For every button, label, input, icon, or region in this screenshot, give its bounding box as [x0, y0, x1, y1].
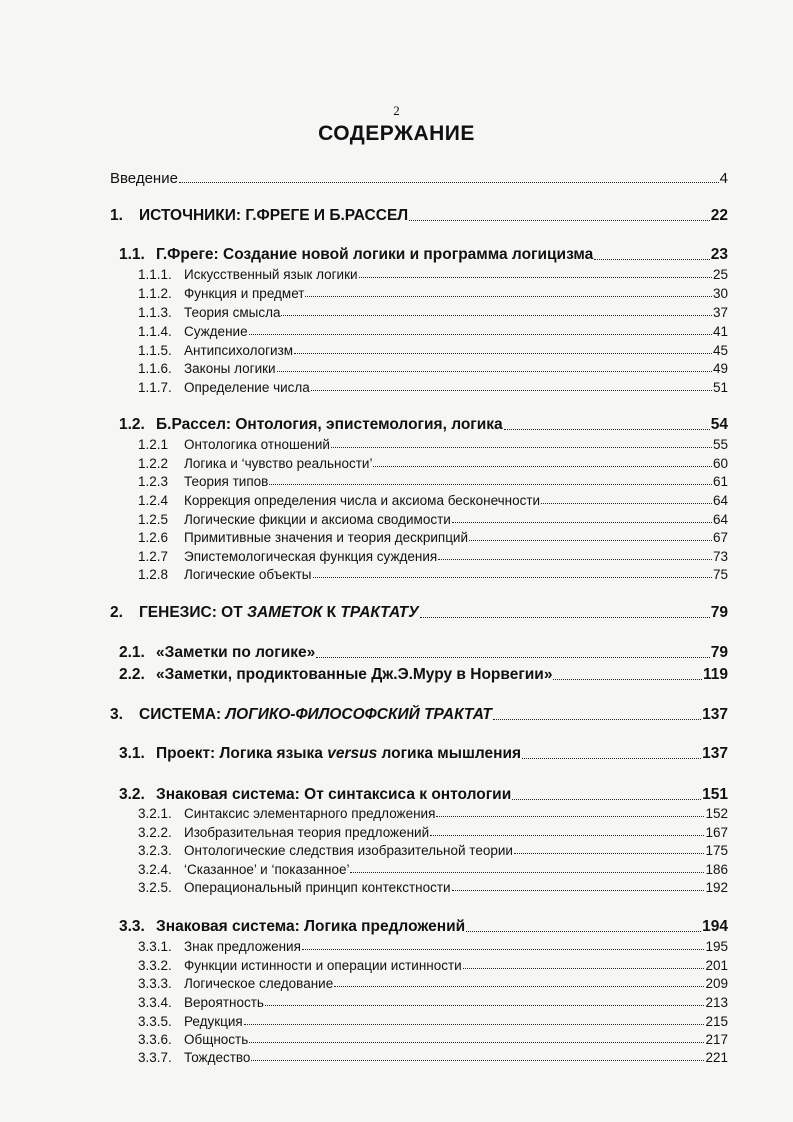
toc-entry-section-2-1: 2.1. «Заметки по логике» 79	[119, 644, 728, 661]
toc-entry-1-2-2: 1.2.2 Логика и ‘чувство реальности’ 60	[138, 456, 728, 471]
toc-entry-3-2-4: 3.2.4. ‘Сказанное’ и ‘показанное’ 186	[138, 862, 728, 877]
toc-entry-chapter-3: 3. СИСТЕМА: ЛОГИКО-ФИЛОСОФСКИЙ ТРАКТАТ 137	[110, 706, 728, 723]
toc-entry-1-1-4: 1.1.4. Суждение 41	[138, 324, 728, 339]
toc-entry-1-1-7: 1.1.7. Определение числа 51	[138, 380, 728, 395]
toc-entry-3-3-4: 3.3.4. Вероятность 213	[138, 995, 728, 1010]
toc-entry-section-3-1: 3.1. Проект: Логика языка versus логика мышления 137	[119, 745, 728, 762]
page-number: 2	[393, 103, 400, 118]
toc-entry-1-2-5: 1.2.5 Логические фикции и аксиома сводимости 64	[138, 512, 728, 527]
toc-entry-3-3-1: 3.3.1. Знак предложения 195	[138, 939, 728, 954]
toc-entry-3-3-3: 3.3.3. Логическое следование 209	[138, 976, 728, 991]
toc-entry-1-2-3: 1.2.3 Теория типов 61	[138, 474, 728, 489]
toc-entry-1-2-7: 1.2.7 Эпистемологическая функция суждения 73	[138, 549, 728, 564]
toc-entry-1-1-5: 1.1.5. Антипсихологизм 45	[138, 343, 728, 358]
toc-entry-section-1-1: 1.1. Г.Фреге: Создание новой логики и программа логицизма 23	[119, 246, 728, 263]
page-title: СОДЕРЖАНИЕ	[318, 122, 475, 145]
toc-entry-1-2-4: 1.2.4 Коррекция определения числа и аксиома бесконечности 64	[138, 493, 728, 508]
toc-entry-3-3-2: 3.3.2. Функции истинности и операции истинности 201	[138, 958, 728, 973]
toc-entry-1-2-6: 1.2.6 Примитивные значения и теория дескрипций 67	[138, 530, 728, 545]
toc-entry-1-2-1: 1.2.1 Онтологика отношений 55	[138, 437, 728, 452]
toc-entry-3-2-3: 3.2.3. Онтологические следствия изобразительной теории 175	[138, 843, 728, 858]
toc-entry-1-2-8: 1.2.8 Логические объекты 75	[138, 567, 728, 582]
toc-entry-section-3-3: 3.3. Знаковая система: Логика предложений 194	[119, 918, 728, 935]
toc-entry-1-1-2: 1.1.2. Функция и предмет 30	[138, 286, 728, 301]
toc-entry-1-1-3: 1.1.3. Теория смысла 37	[138, 305, 728, 320]
toc-entry-3-3-7: 3.3.7. Тождество 221	[138, 1050, 728, 1065]
toc-entry-section-2-2: 2.2. «Заметки, продиктованные Дж.Э.Муру в Норвегии» 119	[119, 666, 728, 683]
toc-entry-section-3-2: 3.2. Знаковая система: От синтаксиса к онтологии 151	[119, 786, 728, 803]
toc-entry-3-2-5: 3.2.5. Операциональный принцип контекстности 192	[138, 880, 728, 895]
toc-entry-1-1-1: 1.1.1. Искусственный язык логики 25	[138, 267, 728, 282]
toc-entry-chapter-1: 1. ИСТОЧНИКИ: Г.ФРЕГЕ И Б.РАССЕЛ 22	[110, 207, 728, 224]
toc-entry-chapter-2: 2. ГЕНЕЗИС: ОТ ЗАМЕТОК К ТРАКТАТУ 79	[110, 604, 728, 621]
toc-entry-3-2-2: 3.2.2. Изобразительная теория предложений 167	[138, 825, 728, 840]
toc-entry-section-1-2: 1.2. Б.Рассел: Онтология, эпистемология, логика 54	[119, 416, 728, 433]
toc-entry-3-2-1: 3.2.1. Синтаксис элементарного предложения 152	[138, 806, 728, 821]
toc-entry-1-1-6: 1.1.6. Законы логики 49	[138, 361, 728, 376]
toc-entry-3-3-6: 3.3.6. Общность 217	[138, 1032, 728, 1047]
toc-entry-intro: Введение 4	[110, 170, 728, 187]
toc-entry-3-3-5: 3.3.5. Редукция 215	[138, 1014, 728, 1029]
